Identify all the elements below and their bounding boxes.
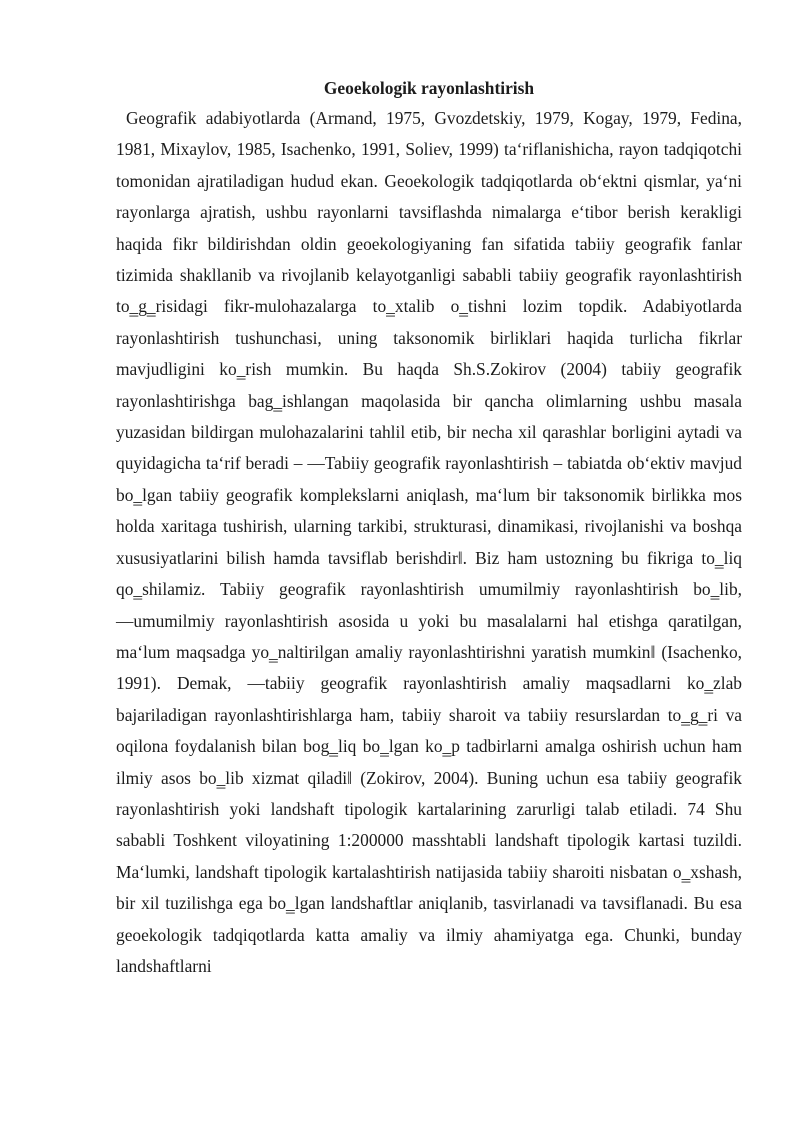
document-title: Geoekologik rayonlashtirish — [323, 78, 535, 98]
body-paragraph: Geografik adabiyotlarda (Armand, 1975, Gvozdetskiy, 1979, Kogay, 1979, Fedina, 1981, Mixaylov, 1985, Isachenko, 1991, Soliev, 1999) ta‘riflanishicha, rayon tadqiqotchi tomonidan ajratiladigan hudud ekan. Geoekologik tadqiqotlarda ob‘ektni qismlar, ya‘ni rayonlarga ajratish, ushbu rayonlarni tavsiflashda nimalarga e‘tibor berish kerakligi haqida fikr bildirishdan oldin geoekologiyaning fan sifatida tabiiy geografik fanlar tizimida shakllanib va rivojlanib kelayotganligi sababli tabiiy geografik rayonlashtirish to‗g‗risidagi fikr-mulohazalarga to‗xtalib o‗tishni lozim topdik. Adabiyotlarda rayonlashtirish tushunchasi, uning taksonomik birliklari haqida turlicha fikrlar mavjudligini ko‗rish mumkin. Bu haqda Sh.S.Zokirov (2004) tabiiy geografik rayonlashtirishga bag‗ishlangan maqolasida bir qancha olimlarning ushbu masala yuzasidan bildirgan mulohazalarini tahlil etib, bir necha xil qarashlar borligini aytadi va quyidagicha ta‘rif beradi – ―Tabiiy geografik rayonlashtirish – tabiatda ob‘ektiv mavjud bo‗lgan tabiiy geografik komplekslarni aniqlash, ma‘lum bir taksonomik birlikka mos holda xaritaga tushirish, ularning tarkibi, strukturasi, dinamikasi, rivojlanishi va boshqa xususiyatlarini bilish hamda tavsiflab berishdir‖. Biz ham ustozning bu fikriga to‗liq qo‗shilamiz. Tabiiy geografik rayonlashtirish umumilmiy rayonlashtirish bo‗lib, ―umumilmiy rayonlashtirish asosida u yoki bu masalalarni hal etishga qaratilgan, ma‘lum maqsadga yo‗naltirilgan amaliy rayonlashtirishni yaratish mumkin‖ (Isachenko, 1991). Demak, ―tabiiy geografik rayonlashtirish amaliy maqsadlarni ko‗zlab bajariladigan rayonlashtirishlarga ham, tabiiy sharoit va tabiiy resurslardan to‗g‗ri va oqilona foydalanish bilan bog‗liq bo‗lgan ko‗p tadbirlarni amalga oshirish uchun ham ilmiy asos bo‗lib xizmat qiladi‖ (Zokirov, 2004). Buning uchun esa tabiiy geografik rayonlashtirish yoki landshaft tipologik kartalarining zarurligi talab etiladi. 74 Shu sababli Toshkent viloyatining 1:200000 masshtabli landshaft tipologik kartasi tuzildi. Ma‘lumki, landshaft tipologik kartalashtirish natijasida tabiiy sharoiti nisbatan o‗xshash, bir xil tuzilishga ega bo‗lgan landshaftlar aniqlanib, tasvirlanadi va tavsiflanadi. Bu esa geoekologik tadqiqotlarda katta amaliy va ilmiy ahamiyatga ega. Chunki, bunday landshaftlarni — [116, 108, 742, 976]
document-content — [116, 76, 742, 982]
